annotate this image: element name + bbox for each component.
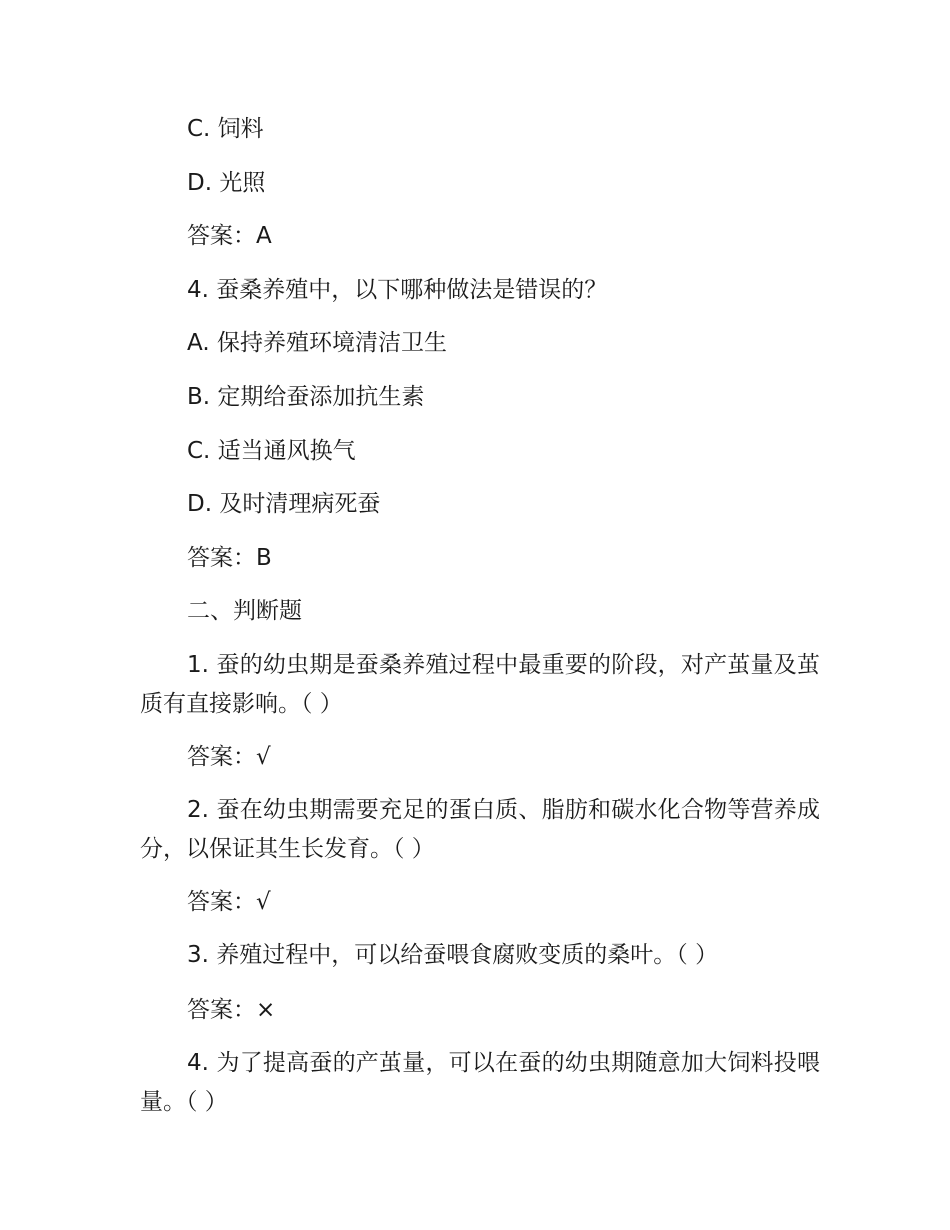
judgment-answer-2: 答案：√	[187, 889, 271, 915]
option-d: D. 及时清理病死蚕	[187, 491, 381, 517]
judgment-question-1: 1. 蚕的幼虫期是蚕桑养殖过程中最重要的阶段，对产茧量及茧质有直接影响。（ ）	[140, 652, 820, 717]
option-c: C. 适当通风换气	[187, 438, 356, 464]
answer-3: 答案：A	[187, 223, 272, 249]
section-heading-true-false: 二、判断题	[187, 598, 302, 624]
answer-4: 答案：B	[187, 545, 272, 571]
option-d-light: D. 光照	[187, 170, 266, 196]
option-a: A. 保持养殖环境清洁卫生	[187, 330, 447, 356]
question-4: 4. 蚕桑养殖中，以下哪种做法是错误的？	[187, 277, 608, 303]
judgment-question-4: 4. 为了提高蚕的产茧量，可以在蚕的幼虫期随意加大饲料投喂量。（ ）	[140, 1050, 820, 1115]
judgment-answer-1: 答案：√	[187, 744, 271, 770]
option-b: B. 定期给蚕添加抗生素	[187, 384, 425, 410]
judgment-question-3: 3. 养殖过程中，可以给蚕喂食腐败变质的桑叶。（ ）	[187, 942, 719, 968]
option-c-feed: C. 饲料	[187, 116, 264, 142]
judgment-answer-3: 答案：×	[187, 997, 276, 1023]
judgment-question-2: 2. 蚕在幼虫期需要充足的蛋白质、脂肪和碳水化合物等营养成分，以保证其生长发育。（ ）	[140, 797, 820, 862]
